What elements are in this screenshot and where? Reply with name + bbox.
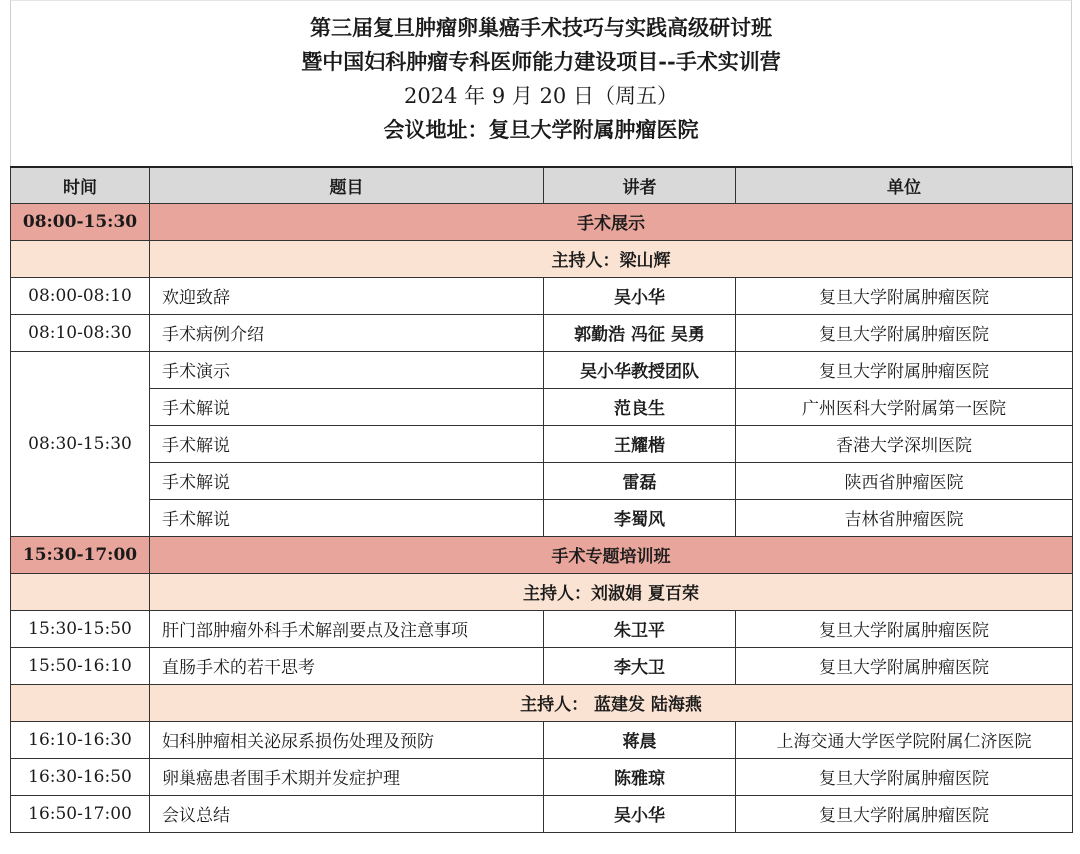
row-speaker: 陈雅琼 [544,758,736,795]
row-speaker: 雷磊 [544,462,736,499]
row-topic: 卵巢癌患者围手术期并发症护理 [150,758,544,795]
row-speaker: 吴小华 [544,795,736,832]
row-unit: 复旦大学附属肿瘤医院 [736,795,1073,832]
row-time: 16:50-17:00 [11,795,150,832]
row-topic: 手术解说 [150,388,544,425]
row-unit: 香港大学深圳医院 [736,425,1073,462]
table-row [11,425,1073,462]
host-label: 主持人： 蓝建发 陆海燕 [150,684,1073,721]
section-time: 15:30-17:00 [11,536,150,573]
table-row [11,314,1073,351]
row-unit: 复旦大学附属肿瘤医院 [736,610,1073,647]
row-speaker: 吴小华 [544,277,736,314]
row-unit: 复旦大学附属肿瘤医院 [736,277,1073,314]
host-row [11,240,1073,277]
row-unit: 复旦大学附属肿瘤医院 [736,647,1073,684]
row-topic: 会议总结 [150,795,544,832]
section-row [11,536,1073,573]
row-speaker: 朱卫平 [544,610,736,647]
row-topic: 手术解说 [150,462,544,499]
section-time: 08:00-15:30 [11,203,150,240]
table-row [11,758,1073,795]
column-header-unit: 单位 [736,167,1073,203]
row-unit: 上海交通大学医学院附属仁济医院 [736,721,1073,758]
table-row [11,610,1073,647]
row-time-merged: 08:30-15:30 [11,351,150,536]
host-time-empty [11,573,150,610]
row-speaker: 王耀楷 [544,425,736,462]
table-row [11,795,1073,832]
row-speaker: 郭勤浩 冯征 吴勇 [544,314,736,351]
row-topic: 肝门部肿瘤外科手术解剖要点及注意事项 [150,610,544,647]
row-unit: 吉林省肿瘤医院 [736,499,1073,536]
table-row [11,499,1073,536]
host-row [11,573,1073,610]
column-header-topic: 题目 [150,167,544,203]
agenda-table [10,166,1073,833]
row-topic: 手术病例介绍 [150,314,544,351]
row-speaker: 李大卫 [544,647,736,684]
row-unit: 广州医科大学附属第一医院 [736,388,1073,425]
row-time: 15:50-16:10 [11,647,150,684]
column-header-speaker: 讲者 [544,167,736,203]
table-row [11,388,1073,425]
section-row [11,203,1073,240]
table-row [11,721,1073,758]
event-title: 第三届复旦肿瘤卵巢癌手术技巧与实践高级研讨班 [310,15,772,40]
host-label: 主持人：刘淑娟 夏百荣 [150,573,1073,610]
host-time-empty [11,684,150,721]
host-time-empty [11,240,150,277]
row-unit: 复旦大学附属肿瘤医院 [736,314,1073,351]
row-topic: 直肠手术的若干思考 [150,647,544,684]
row-topic: 手术解说 [150,499,544,536]
row-time: 08:10-08:30 [11,314,150,351]
table-header-row [11,167,1073,203]
row-time: 16:30-16:50 [11,758,150,795]
event-date: 2024 年 9 月 20 日（周五） [404,84,678,108]
event-subtitle: 暨中国妇科肿瘤专科医师能力建设项目--手术实训营 [301,49,781,74]
column-header-time: 时间 [11,167,150,203]
table-row [11,277,1073,314]
row-speaker: 范良生 [544,388,736,425]
row-unit: 陕西省肿瘤医院 [736,462,1073,499]
table-row [11,647,1073,684]
row-topic: 妇科肿瘤相关泌尿系损伤处理及预防 [150,721,544,758]
row-topic: 欢迎致辞 [150,277,544,314]
row-time: 16:10-16:30 [11,721,150,758]
event-venue: 会议地址：复旦大学附属肿瘤医院 [383,117,699,142]
row-speaker: 蒋晨 [544,721,736,758]
row-time: 15:30-15:50 [11,610,150,647]
row-unit: 复旦大学附属肿瘤医院 [736,351,1073,388]
row-unit: 复旦大学附属肿瘤医院 [736,758,1073,795]
row-speaker: 吴小华教授团队 [544,351,736,388]
host-label: 主持人：梁山辉 [150,240,1073,277]
table-row [11,351,1073,388]
agenda-header [10,0,1072,166]
table-row [11,462,1073,499]
row-topic: 手术演示 [150,351,544,388]
row-speaker: 李蜀风 [544,499,736,536]
section-title: 手术专题培训班 [150,536,1073,573]
row-topic: 手术解说 [150,425,544,462]
section-title: 手术展示 [150,203,1073,240]
host-row [11,684,1073,721]
row-time: 08:00-08:10 [11,277,150,314]
